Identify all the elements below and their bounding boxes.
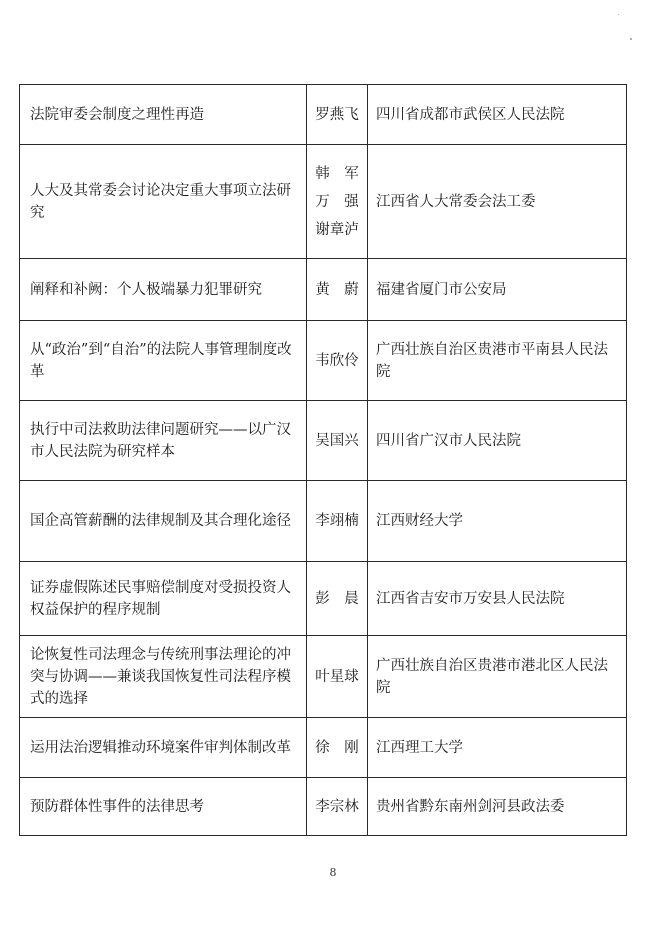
organization: 江西财经大学 [368,481,627,562]
paper-title: 法院审委会制度之理性再造 [20,85,307,145]
table-row [20,778,627,836]
author-name: 叶星球 [315,668,359,685]
author-cell [307,321,368,401]
author-name: 谢章泸 [315,221,359,238]
paper-title: 执行中司法救助法律问题研究——以广汉市人民法院为研究样本 [20,401,307,481]
table-row [20,481,627,562]
table-row [20,401,627,481]
author-name: 韦欣伶 [315,352,359,369]
organization: 四川省广汉市人民法院 [368,401,627,481]
author-name: 李宗林 [315,798,359,815]
paper-title: 证券虚假陈述民事赔偿制度对受损投资人权益保护的程序规制 [20,562,307,636]
organization: 贵州省黔东南州剑河县政法委 [368,778,627,836]
table-row [20,321,627,401]
paper-title: 论恢复性司法理念与传统刑事法理论的冲突与协调——兼谈我国恢复性司法程序模式的选择 [20,636,307,718]
author-name: 彭 晨 [315,590,359,607]
table-row [20,85,627,145]
paper-title: 预防群体性事件的法律思考 [20,778,307,836]
author-name: 徐 刚 [315,739,359,756]
author-cell [307,481,368,562]
table-row [20,718,627,778]
organization: 江西理工大学 [368,718,627,778]
table-row [20,145,627,259]
award-list-table [19,84,627,836]
author-cell [307,85,368,145]
author-name: 韩 军 [315,165,359,182]
author-cell [307,562,368,636]
organization: 四川省成都市武侯区人民法院 [368,85,627,145]
author-name: 罗燕飞 [315,106,359,123]
table-row [20,636,627,718]
author-cell [307,145,368,259]
organization: 江西省吉安市万安县人民法院 [368,562,627,636]
paper-title: 人大及其常委会讨论决定重大事项立法研究 [20,145,307,259]
author-name: 万 强 [315,193,359,210]
author-name: 吴国兴 [315,432,359,449]
author-cell [307,718,368,778]
scan-speck [618,14,619,15]
table-row [20,562,627,636]
organization: 江西省人大常委会法工委 [368,145,627,259]
organization: 广西壮族自治区贵港市平南县人民法院 [368,321,627,401]
author-cell [307,636,368,718]
author-name: 李翊楠 [315,513,359,529]
organization: 广西壮族自治区贵港市港北区人民法院 [368,636,627,718]
author-name: 黄 蔚 [315,281,359,298]
paper-title: 阐释和补阙：个人极端暴力犯罪研究 [20,259,307,321]
paper-title: 运用法治逻辑推动环境案件审判体制改革 [20,718,307,778]
paper-title: 国企高管薪酬的法律规制及其合理化途径 [20,481,307,562]
table-row [20,259,627,321]
author-cell [307,259,368,321]
organization: 福建省厦门市公安局 [368,259,627,321]
paper-title: 从“政治”到“自治”的法院人事管理制度改革 [20,321,307,401]
author-cell [307,778,368,836]
author-cell [307,401,368,481]
page-number: 8 [329,866,337,879]
scan-speck [630,38,632,40]
